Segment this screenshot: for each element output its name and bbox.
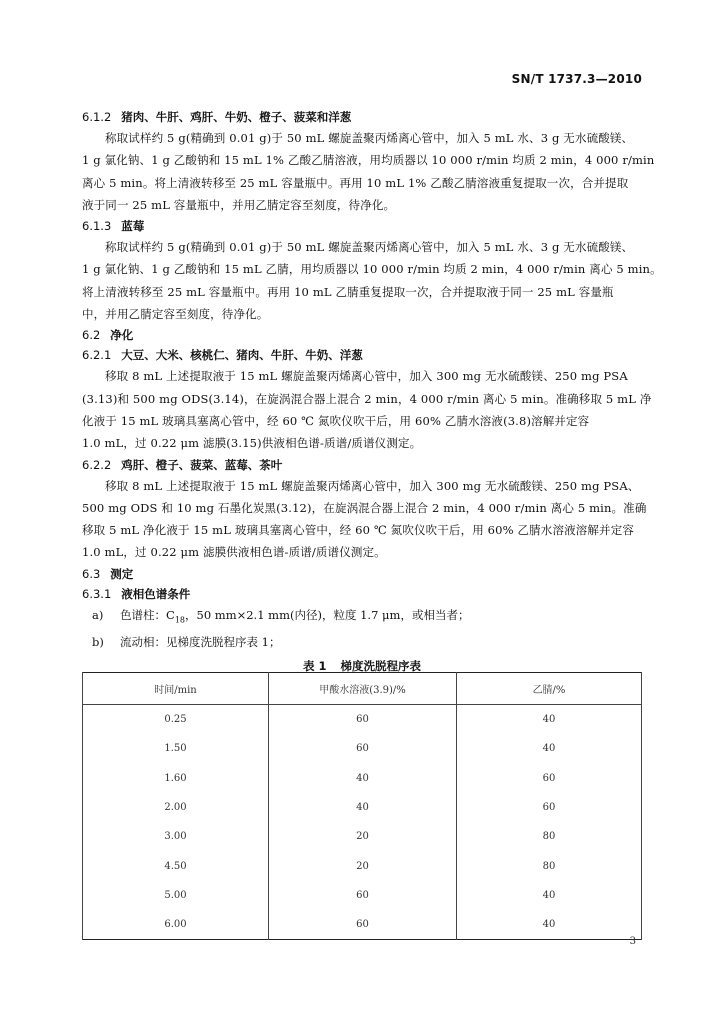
table-cell: 20 bbox=[269, 851, 457, 880]
page-number: 3 bbox=[629, 936, 636, 947]
table-row bbox=[83, 851, 642, 880]
table-cell: 60 bbox=[457, 793, 642, 822]
table-cell: 40 bbox=[457, 910, 642, 940]
section-6-3-1-heading bbox=[82, 584, 642, 604]
paragraph-line: 称取试样约 5 g(精确到 0.01 g)于 50 mL 螺旋盖聚丙烯离心管中，加入 5 mL 水、3 g 无水硫酸镁、 bbox=[105, 131, 634, 145]
section-number: 6.1.3 bbox=[82, 219, 112, 234]
section-number: 6.2.1 bbox=[82, 348, 112, 363]
section-6-2-heading bbox=[82, 325, 642, 345]
table-cell: 80 bbox=[457, 822, 642, 851]
paragraph-line: 将上清液转移至 25 mL 容量瓶中。再用 10 mL 乙腈重复提取一次，合并提取液于同一 25 mL 容量瓶 bbox=[82, 284, 614, 299]
list-text: 流动相：见梯度洗脱程序表 1； bbox=[120, 635, 281, 650]
table-cell: 0.25 bbox=[83, 705, 269, 735]
section-title: 测定 bbox=[110, 566, 134, 581]
list-item-column bbox=[82, 604, 642, 631]
gradient-elution-table bbox=[82, 672, 642, 940]
table-cell: 40 bbox=[457, 734, 642, 763]
table-row bbox=[83, 822, 642, 851]
paragraph-line: 液于同一 25 mL 容量瓶中，并用乙腈定容至刻度，待净化。 bbox=[82, 197, 396, 212]
table-title: 梯度洗脱程序表 bbox=[340, 659, 421, 674]
section-6-1-2-heading bbox=[82, 107, 642, 127]
table-header-cell: 时间/min bbox=[83, 673, 269, 705]
table-cell: 60 bbox=[269, 910, 457, 940]
standard-number: SN/T 1737.3—2010 bbox=[511, 72, 642, 86]
table-cell: 1.50 bbox=[83, 734, 269, 763]
section-title: 鸡肝、橙子、菠菜、蓝莓、茶叶 bbox=[121, 457, 283, 472]
paragraph-line: 移取 8 mL 上述提取液于 15 mL 螺旋盖聚丙烯离心管中，加入 300 mg 无水硫酸镁、250 mg PSA bbox=[105, 369, 628, 384]
table-cell: 1.60 bbox=[83, 764, 269, 793]
section-title: 猪肉、牛肝、鸡肝、牛奶、橙子、菠菜和洋葱 bbox=[121, 110, 352, 124]
table-header-cell: 甲酸水溶液(3.9)/% bbox=[269, 673, 457, 705]
section-6-1-3-paragraph bbox=[82, 236, 662, 325]
paragraph-line: 移取 8 mL 上述提取液于 15 mL 螺旋盖聚丙烯离心管中，加入 300 mg 无水硫酸镁、250 mg PSA、 bbox=[105, 478, 640, 493]
table-cell: 60 bbox=[269, 705, 457, 735]
table-number: 表 1 bbox=[302, 659, 327, 674]
section-number: 6.1.2 bbox=[82, 110, 112, 124]
list-marker: b) bbox=[92, 635, 104, 650]
list-marker: a) bbox=[92, 607, 104, 622]
document-body bbox=[82, 107, 662, 677]
section-6-2-2-paragraph bbox=[82, 475, 647, 564]
section-6-2-1-paragraph bbox=[82, 365, 652, 454]
table-cell: 80 bbox=[457, 851, 642, 880]
section-6-3-heading bbox=[82, 564, 642, 584]
list-text: ，50 mm×2.1 mm(内径)，粒度 1.7 μm，或相当者； bbox=[185, 607, 470, 622]
table-row bbox=[83, 910, 642, 940]
table-cell: 40 bbox=[457, 881, 642, 910]
list-text: 色谱柱：C bbox=[120, 607, 175, 622]
section-6-1-3-heading bbox=[82, 216, 642, 236]
paragraph-line: 化液于 15 mL 玻璃具塞离心管中，经 60 ℃ 氮吹仪吹干后，用 60% 乙腈水溶液(3.8)溶解并定容 bbox=[82, 413, 590, 428]
table-cell: 5.00 bbox=[83, 881, 269, 910]
section-title: 净化 bbox=[110, 328, 134, 343]
table-cell: 60 bbox=[269, 734, 457, 763]
paragraph-line: 1.0 mL，过 0.22 μm 滤膜(3.15)供液相色谱-质谱/质谱仪测定。 bbox=[82, 436, 422, 451]
table-cell: 20 bbox=[269, 822, 457, 851]
paragraph-line: 1.0 mL，过 0.22 μm 滤膜供液相色谱-质谱/质谱仪测定。 bbox=[82, 545, 386, 560]
list-item-mobile-phase bbox=[82, 631, 642, 653]
table-cell: 60 bbox=[457, 764, 642, 793]
table-header-cell: 乙腈/% bbox=[457, 673, 642, 705]
paragraph-line: 称取试样约 5 g(精确到 0.01 g)于 50 mL 螺旋盖聚丙烯离心管中，加入 5 mL 水、3 g 无水硫酸镁、 bbox=[105, 240, 634, 255]
table-row bbox=[83, 764, 642, 793]
table-cell: 6.00 bbox=[83, 910, 269, 940]
table-cell: 40 bbox=[457, 705, 642, 735]
section-number: 6.2 bbox=[82, 328, 101, 343]
table-header-row bbox=[83, 673, 642, 705]
table-cell: 60 bbox=[269, 881, 457, 910]
paragraph-line: 离心 5 min。将上清液转移至 25 mL 容量瓶中。再用 10 mL 1% 乙酸乙腈溶液重复提取一次，合并提取 bbox=[82, 175, 629, 190]
paragraph-line: 移取 5 mL 净化液于 15 mL 玻璃具塞离心管中，经 60 ℃ 氮吹仪吹干后，用 60% 乙腈水溶液溶解并定容 bbox=[82, 523, 634, 538]
table-cell: 2.00 bbox=[83, 793, 269, 822]
table-cell: 40 bbox=[269, 764, 457, 793]
section-number: 6.2.2 bbox=[82, 457, 112, 472]
table-row bbox=[83, 881, 642, 910]
section-title: 大豆、大米、核桃仁、猪肉、牛肝、牛奶、洋葱 bbox=[121, 348, 363, 363]
section-title: 液相色谱条件 bbox=[121, 586, 191, 601]
paragraph-line: (3.13)和 500 mg ODS(3.14)，在旋涡混合器上混合 2 min，4 000 r/min 离心 5 min。准确移取 5 mL 净 bbox=[82, 391, 652, 406]
paragraph-line: 中，并用乙腈定容至刻度，待净化。 bbox=[82, 307, 269, 322]
table-cell: 40 bbox=[269, 793, 457, 822]
section-number: 6.3 bbox=[82, 566, 101, 581]
section-title: 蓝莓 bbox=[121, 219, 145, 234]
paragraph-line: 500 mg ODS 和 10 mg 石墨化炭黑(3.12)，在旋涡混合器上混合 2 min，4 000 r/min 离心 5 min。准确 bbox=[82, 500, 647, 515]
section-number: 6.3.1 bbox=[82, 586, 112, 601]
subscript-text: 18 bbox=[174, 615, 185, 625]
paragraph-line: 1 g 氯化钠、1 g 乙酸钠和 15 mL 1% 乙酸乙腈溶液，用均质器以 10 000 r/min 均质 2 min，4 000 r/min bbox=[82, 153, 655, 168]
table-row bbox=[83, 734, 642, 763]
section-6-2-1-heading bbox=[82, 345, 642, 365]
table-row bbox=[83, 793, 642, 822]
table-cell: 4.50 bbox=[83, 851, 269, 880]
paragraph-line: 1 g 氯化钠、1 g 乙酸钠和 15 mL 乙腈，用均质器以 10 000 r/min 均质 2 min，4 000 r/min 离心 5 min。 bbox=[82, 262, 662, 277]
table-cell: 3.00 bbox=[83, 822, 269, 851]
section-6-1-2-paragraph bbox=[82, 127, 655, 216]
table-row bbox=[83, 705, 642, 735]
section-6-2-2-heading bbox=[82, 455, 642, 475]
